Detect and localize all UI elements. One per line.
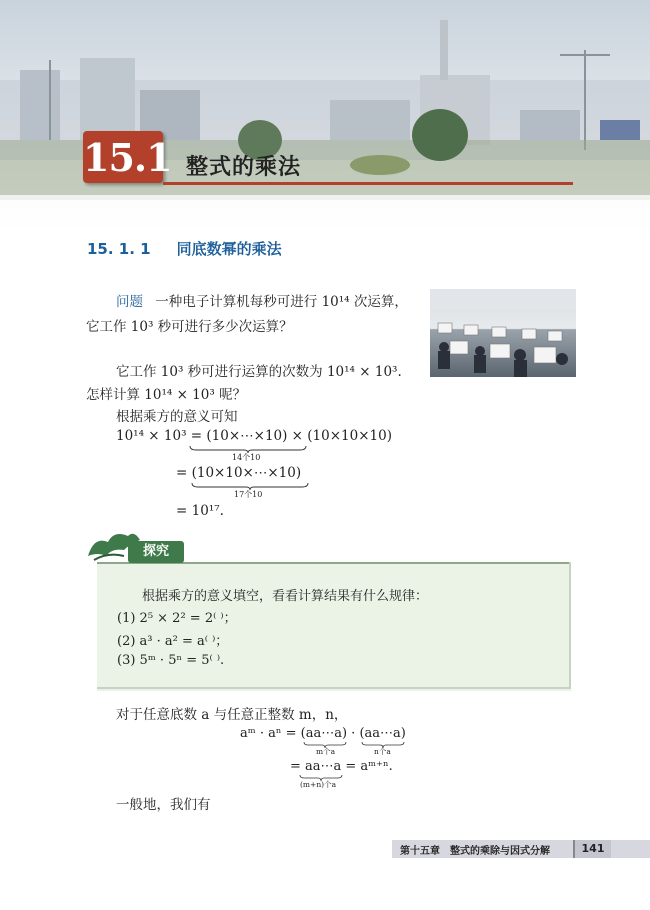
body-paragraph-1a: 它工作 10³ 秒可进行运算的次数为 10¹⁴ × 10³.: [116, 364, 402, 380]
city-skyline-illustration: [0, 0, 650, 240]
general-conclusion: 一般地，我们有: [116, 797, 211, 813]
section-number-badge: [83, 131, 172, 183]
section-number: 15.1: [83, 135, 172, 180]
general-intro: 对于任意底数 a 与任意正整数 m，n，: [116, 707, 348, 723]
general-brace-3-label: (m+n)个a: [300, 780, 337, 789]
footer-tail: [611, 840, 650, 858]
subsection-heading: [87, 238, 282, 259]
general-equation-1: aᵐ · aⁿ = (aa⋯a) · (aa⋯a): [240, 726, 406, 741]
body-paragraph-2: 根据乘方的意义可知: [116, 409, 238, 425]
header-banner: [0, 0, 650, 240]
problem-line-2: 它工作 10³ 秒可进行多少次运算？: [86, 319, 293, 335]
explore-item-3: (3) 5ᵐ · 5ⁿ = 5⁽ ⁾.: [117, 653, 225, 668]
problem-label: 问题: [116, 294, 143, 310]
problem-text-1: 一种电子计算机每秒可进行 10¹⁴ 次运算，: [155, 294, 408, 310]
equation-3: = 10¹⁷.: [176, 503, 224, 519]
explore-item-1: (1) 2⁵ × 2² = 2⁽ ⁾；: [117, 611, 237, 626]
footer-chapter: 第十五章 整式的乘除与因式分解: [400, 846, 550, 857]
general-brace-1-label: m个a: [316, 747, 336, 756]
computer-room-photo: [430, 289, 576, 377]
office-image: [430, 289, 576, 377]
explore-intro: 根据乘方的意义填空，看看计算结果有什么规律：: [142, 589, 429, 604]
explore-tag: 探究: [128, 541, 184, 563]
explore-item-2: (2) a³ · a² = a⁽ ⁾；: [117, 634, 229, 649]
general-equation-2: = aa⋯a = aᵐ⁺ⁿ.: [290, 759, 393, 774]
subsection-number: 15. 1. 1: [87, 240, 151, 258]
problem-line-1: [116, 290, 408, 310]
page-number: 141: [573, 840, 611, 858]
body-paragraph-1b: 怎样计算 10¹⁴ × 10³ 呢？: [86, 387, 247, 403]
brace-1-label: 14个10: [232, 453, 261, 462]
general-brace-2-label: n个a: [374, 747, 391, 756]
equation-1: 10¹⁴ × 10³ = (10×⋯×10) × (10×10×10): [116, 428, 392, 444]
subsection-title: 同底数幂的乘法: [176, 240, 282, 258]
section-title: 整式的乘法: [186, 155, 302, 180]
brace-2-label: 17个10: [234, 490, 263, 499]
equation-2: = (10×10×⋯×10): [176, 465, 302, 481]
section-underline: [163, 182, 573, 185]
